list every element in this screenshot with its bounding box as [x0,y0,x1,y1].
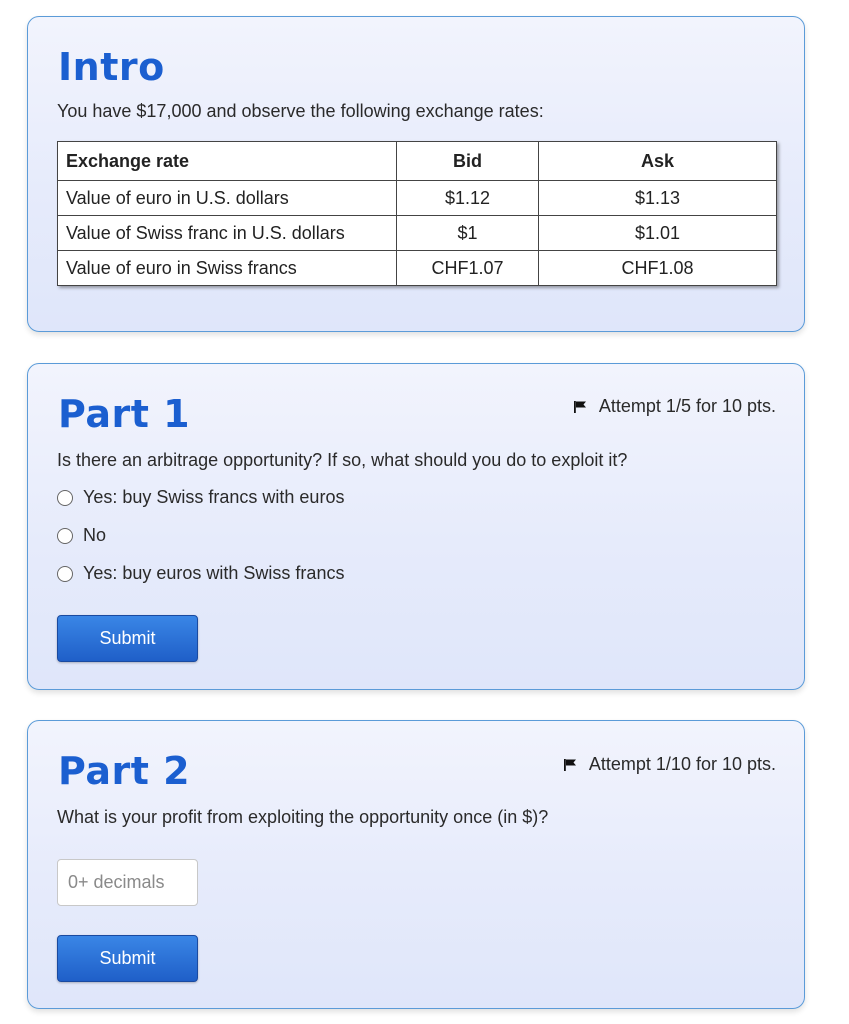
table-cell: CHF1.08 [539,251,777,286]
option-buy-francs-with-euros[interactable] [57,487,344,508]
table-row [58,251,777,286]
flag-icon[interactable] [573,400,587,414]
table-row [58,181,777,216]
table-header-row [58,142,777,181]
table-cell: $1 [397,216,539,251]
part2-submit-button[interactable]: Submit [57,935,198,982]
intro-text: You have $17,000 and observe the following exchange rates: [57,101,544,121]
option-label: Yes: buy Swiss francs with euros [83,487,345,507]
part1-question: Is there an arbitrage opportunity? If so, what should you do to exploit it? [57,450,628,470]
option-label: No [83,525,107,545]
option-no[interactable] [57,525,106,546]
table-cell: $1.13 [539,181,777,216]
part2-heading: Part 2 [58,749,191,793]
option-label: Yes: buy euros with Swiss francs [83,563,345,583]
part1-attempt[interactable] [573,396,776,417]
attempt-label: Attempt 1/5 for 10 pts. [598,396,776,416]
column-header: Bid [397,142,539,181]
part2-attempt[interactable] [563,754,776,775]
table-cell: CHF1.07 [397,251,539,286]
part1-heading: Part 1 [58,392,191,436]
part1-card [27,363,805,690]
column-header: Ask [539,142,777,181]
table-cell: Value of euro in Swiss francs [58,251,397,286]
radio-button[interactable] [57,566,73,582]
radio-button[interactable] [57,490,73,506]
flag-icon[interactable] [563,758,577,772]
intro-heading: Intro [58,45,165,89]
part1-submit-button[interactable]: Submit [57,615,198,662]
exchange-rate-table [57,141,777,286]
radio-button[interactable] [57,528,73,544]
part2-question: What is your profit from exploiting the opportunity once (in $)? [57,807,549,827]
profit-answer-input[interactable] [57,859,198,906]
table-cell: Value of Swiss franc in U.S. dollars [58,216,397,251]
table-cell: Value of euro in U.S. dollars [58,181,397,216]
intro-card [27,16,805,332]
table-cell: $1.12 [397,181,539,216]
table-row [58,216,777,251]
attempt-label: Attempt 1/10 for 10 pts. [588,754,776,774]
table-cell: $1.01 [539,216,777,251]
part2-card [27,720,805,1009]
column-header: Exchange rate [58,142,397,181]
option-buy-euros-with-francs[interactable] [57,563,344,584]
